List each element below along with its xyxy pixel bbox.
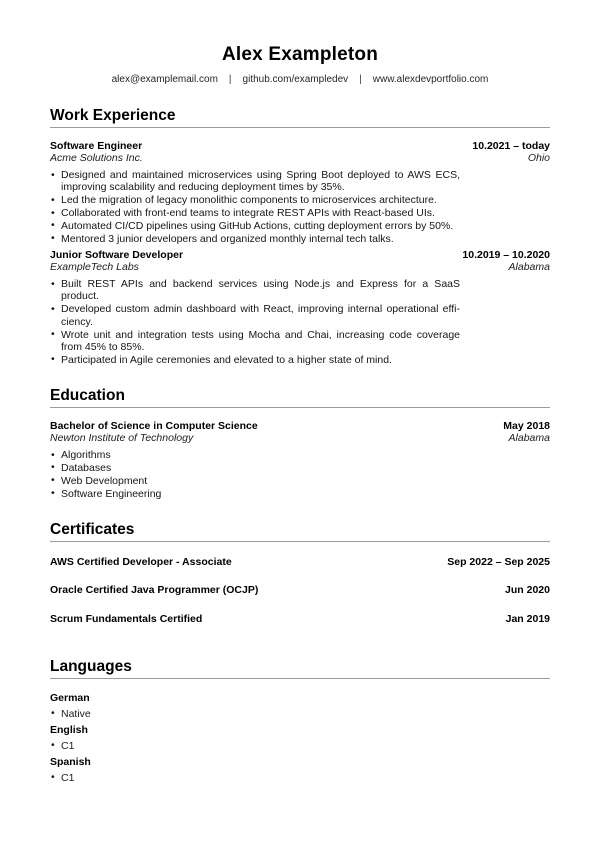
bullet-icon: • — [51, 739, 55, 752]
section-languages — [50, 658, 550, 786]
bullet-icon: • — [51, 219, 55, 232]
work-entry — [50, 249, 550, 366]
language-level-text: C1 — [61, 771, 75, 784]
bullet-icon: • — [51, 461, 55, 474]
contact-separator: | — [359, 74, 362, 85]
job-highlight — [50, 169, 460, 194]
contact-line — [50, 74, 550, 86]
job-highlights — [50, 169, 460, 245]
job-highlight — [50, 220, 460, 232]
bullet-icon: • — [51, 707, 55, 720]
work-entry — [50, 140, 550, 245]
languages-section-title: Languages — [50, 658, 550, 679]
certificates-section-title: Certificates — [50, 521, 550, 542]
job-location: Alabama — [508, 261, 550, 274]
job-highlight — [50, 278, 460, 303]
certificate-row — [50, 613, 550, 625]
course-text: Web Development — [61, 474, 148, 487]
education-dates: May 2018 — [503, 420, 550, 433]
bullet-icon: • — [51, 232, 55, 245]
job-highlight — [50, 233, 460, 245]
language-name: Spanish — [50, 755, 91, 768]
language-level-text: C1 — [61, 739, 75, 752]
job-highlight-text: Wrote unit and integration tests using Mocha and Chai, increasing code coverage from 45% to 85%. — [61, 328, 460, 353]
bullet-icon: • — [51, 302, 55, 315]
section-education — [50, 387, 550, 500]
bullet-icon: • — [51, 168, 55, 181]
education-courses — [50, 449, 460, 500]
job-title: Junior Software Developer — [50, 249, 184, 262]
language-name: English — [50, 723, 88, 736]
course-item — [50, 462, 460, 474]
education-entry — [50, 420, 550, 500]
job-location: Ohio — [527, 152, 550, 164]
work-entry-subtitle-row — [50, 261, 550, 273]
certificate-name: Oracle Certified Java Programmer (OCJP) — [50, 584, 259, 597]
company-name: ExampleTech Labs — [50, 261, 139, 274]
language-level — [50, 706, 550, 722]
work-entry-title-row — [50, 249, 550, 261]
language-list — [50, 690, 550, 786]
job-title: Software Engineer — [50, 140, 143, 152]
certificate-row — [50, 584, 550, 596]
certificate-dates: Sep 2022 – Sep 2025 — [447, 555, 550, 568]
job-highlight-text: Developed custom admin dashboard with React, improving internal operational efficiency. — [61, 303, 460, 328]
language-name: German — [50, 691, 90, 704]
education-section-title: Education — [50, 387, 550, 408]
education-subtitle-row — [50, 432, 550, 444]
certificate-row — [50, 556, 550, 568]
job-highlight — [50, 303, 460, 328]
course-text: Software Engineering — [61, 487, 162, 500]
job-highlight-text: Mentored 3 junior developers and organized monthly internal tech talks. — [61, 232, 394, 245]
course-text: Databases — [61, 461, 112, 474]
language-level — [50, 738, 550, 754]
job-highlight-text: Participated in Agile ceremonies and elevated to a higher state of mind. — [61, 353, 392, 366]
education-location: Alabama — [508, 432, 550, 445]
job-highlight-text: Collaborated with front-end teams to integrate REST APIs with React-based UIs. — [61, 207, 435, 220]
section-certificates — [50, 521, 550, 625]
certificate-dates: Jun 2020 — [505, 584, 550, 597]
contact-website: www.alexdevportfolio.com — [372, 74, 489, 85]
bullet-icon: • — [51, 448, 55, 461]
candidate-name: Alex Exampleton — [221, 44, 379, 65]
job-dates: 10.2021 – today — [472, 140, 550, 152]
company-name: Acme Solutions Inc. — [50, 152, 143, 164]
job-highlight — [50, 354, 460, 366]
school-name: Newton Institute of Technology — [50, 432, 194, 445]
job-highlights — [50, 278, 460, 366]
degree-name: Bachelor of Science in Computer Science — [50, 420, 258, 433]
course-text: Algorithms — [61, 449, 111, 462]
course-item — [50, 449, 460, 461]
certificate-dates: Jan 2019 — [505, 612, 550, 625]
language-level — [50, 770, 550, 786]
bullet-icon: • — [51, 487, 55, 500]
work-entry-title-row — [50, 140, 550, 152]
certificate-name: Scrum Fundamentals Certified — [50, 612, 203, 625]
certificate-name: AWS Certified Developer - Associate — [50, 555, 232, 568]
education-title-row — [50, 420, 550, 432]
job-highlight-text: Designed and maintained microservices using Spring Boot deployed to AWS ECS, improving scalability and reducing deployment times by 35%. — [61, 169, 460, 194]
job-highlight-text: Built REST APIs and backend services using Node.js and Express for a SaaS product. — [61, 278, 460, 303]
section-work-experience — [50, 107, 550, 366]
bullet-icon: • — [51, 474, 55, 487]
work-section-title: Work Experience — [50, 107, 550, 128]
contact-separator: | — [228, 74, 232, 85]
contact-email: alex@examplemail.com — [111, 74, 218, 85]
job-highlight — [50, 207, 460, 219]
contact-github: github.com/exampledev — [242, 74, 349, 85]
job-highlight-text: Automated CI/CD pipelines using GitHub Actions, cutting deployment errors by 50%. — [61, 219, 454, 232]
job-dates: 10.2019 – 10.2020 — [462, 249, 550, 262]
job-highlight — [50, 194, 460, 206]
bullet-icon: • — [51, 206, 55, 219]
bullet-icon: • — [51, 193, 55, 206]
bullet-icon: • — [51, 328, 55, 341]
bullet-icon: • — [51, 353, 55, 366]
bullet-icon: • — [51, 771, 55, 784]
job-highlight — [50, 329, 460, 354]
job-highlight-text: Led the migration of legacy monolithic components to microservices architecture. — [61, 194, 437, 207]
course-item — [50, 475, 460, 487]
work-entry-subtitle-row — [50, 152, 550, 164]
course-item — [50, 488, 460, 500]
bullet-icon: • — [51, 277, 55, 290]
language-level-text: Native — [61, 707, 91, 720]
